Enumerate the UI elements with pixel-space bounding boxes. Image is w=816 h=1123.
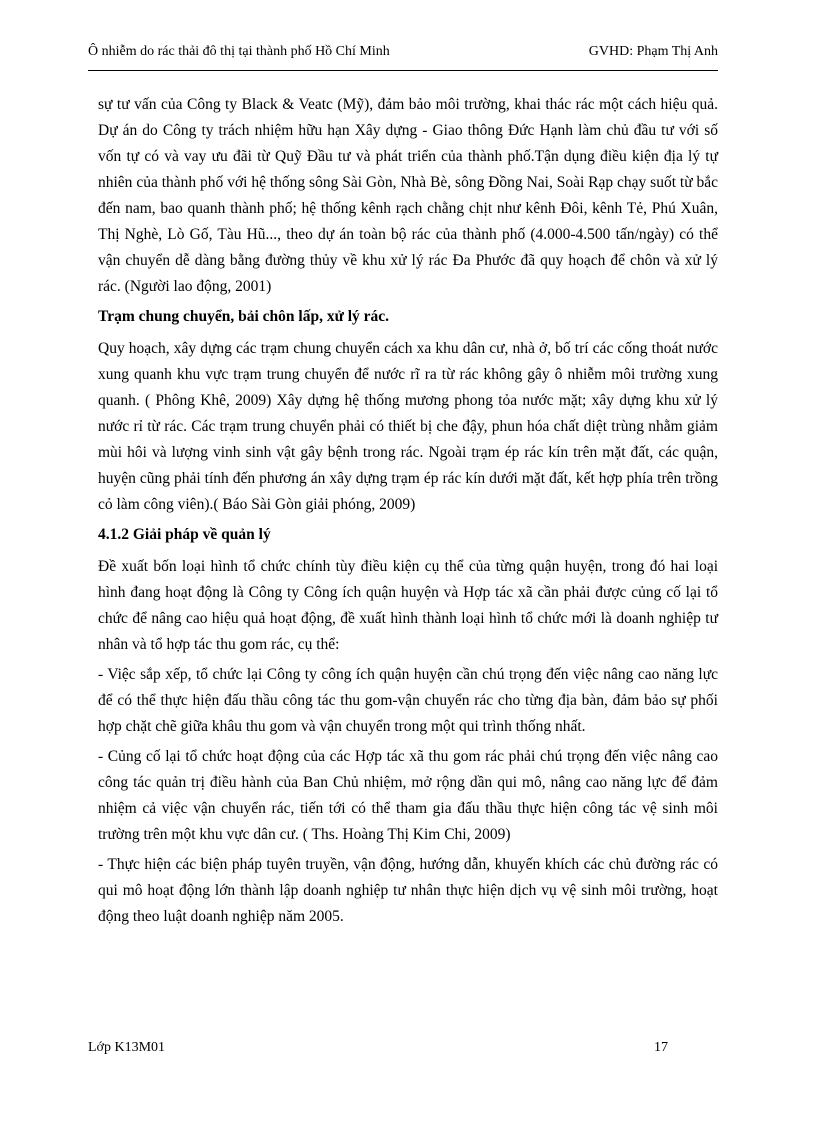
paragraph-5: - Củng cố lại tổ chức hoạt động của các Hợp tác xã thu gom rác phải chú trọng đến việc nâng cao công tác quản trị điều hành của Ban Chủ nhiệm, mở rộng dần qui mô, nâng cao năng lực để đảm nhiệm cả việc vận chuyển rác, tiến tới có thể tham gia đấu thầu thực hiện công tác vệ sinh môi trường trên một khu vực dân cư. ( Ths. Hoàng Thị Kim Chi, 2009) xyxy=(98,748,718,843)
page-number: 17 xyxy=(654,1040,668,1055)
document-body xyxy=(98,92,718,934)
class-label: Lớp K13M01 xyxy=(88,1040,166,1055)
document-title: Ô nhiễm do rác thải đô thị tại thành phố Hồ Chí Minh xyxy=(88,44,390,59)
paragraph-4: - Việc sắp xếp, tổ chức lại Công ty công ích quận huyện cần chú trọng đến việc nâng cao năng lực để có thể thực hiện đấu thầu công tác thu gom-vận chuyển rác cho từng địa bàn, đảm bảo sự phối hợp chặt chẽ giữa khâu thu gom và vận chuyển trong một qui trình thống nhất. xyxy=(98,666,718,735)
page-header xyxy=(88,44,718,71)
page-footer xyxy=(88,1040,668,1056)
section-heading-transfer-stations: Trạm chung chuyển, bải chôn lấp, xử lý rác. xyxy=(98,308,390,325)
paragraph-6: - Thực hiện các biện pháp tuyên truyền, vận động, hướng dẫn, khuyến khích các chủ đường rác có qui mô hoạt động lớn thành lập doanh nghiệp tư nhân thực hiện dịch vụ vệ sinh môi trường, hoạt động theo luật doanh nghiệp năm 2005. xyxy=(98,856,718,925)
section-heading-management: 4.1.2 Giải pháp về quản lý xyxy=(98,526,271,543)
paragraph-1: sự tư vấn của Công ty Black & Veatc (Mỹ), đảm bảo môi trường, khai thác rác một cách hiệu quả. Dự án do Công ty trách nhiệm hữu hạn Xây dựng - Giao thông Đức Hạnh làm chủ đầu tư với số vốn tự có và vay ưu đãi từ Quỹ Đầu tư và phát triển của thành phố.Tận dụng điều kiện địa lý tự nhiên của thành phố với hệ thống sông Sài Gòn, Nhà Bè, sông Đồng Nai, Soài Rạp chạy suốt từ bắc đến nam, bao quanh thành phố; hệ thống kênh rạch chằng chịt như kênh Đôi, kênh Tẻ, Phú Xuân, Thị Nghè, Lò Gố, Tàu Hũ..., theo dự án toàn bộ rác của thành phố (4.000-4.500 tấn/ngày) có thể vận chuyển dễ dàng bằng đường thủy về khu xử lý rác Đa Phước đã quy hoạch để chôn và xử lý rác. (Người lao động, 2001) xyxy=(98,96,718,295)
paragraph-3: Đề xuất bốn loại hình tổ chức chính tùy điều kiện cụ thể của từng quận huyện, trong đó hai loại hình đang hoạt động là Công ty Công ích quận huyện và Hợp tác xã cần phải được củng cố lại tổ chức để nâng cao hiệu quả hoạt động, đề xuất hình thành loại hình tổ chức mới là doanh nghiệp tư nhân và tổ hợp tác thu gom rác, cụ thể: xyxy=(98,558,718,653)
paragraph-2: Quy hoạch, xây dựng các trạm chung chuyển cách xa khu dân cư, nhà ở, bố trí các cống thoát nước xung quanh khu vực trạm trung chuyển để nước rĩ ra từ rác không gây ô nhiễm môi trường xung quanh. ( Phông Khê, 2009) Xây dựng hệ thống mương phong tỏa nước mặt; xây dựng khu xử lý nước rỉ từ rác. Các trạm trung chuyển phải có thiết bị che đậy, phun hóa chất diệt trùng nhằm giảm mùi hôi và lượng vinh sinh vật gây bệnh trong rác. Ngoài trạm ép rác kín trên mặt đất, các quận, huyện cũng phải tính đến phương án xây dựng trạm ép rác kín dưới mặt đất, kết hợp phía trên trồng cỏ làm công viên).( Báo Sài Gòn giải phóng, 2009) xyxy=(98,340,718,513)
advisor-label: GVHD: Phạm Thị Anh xyxy=(588,44,718,59)
